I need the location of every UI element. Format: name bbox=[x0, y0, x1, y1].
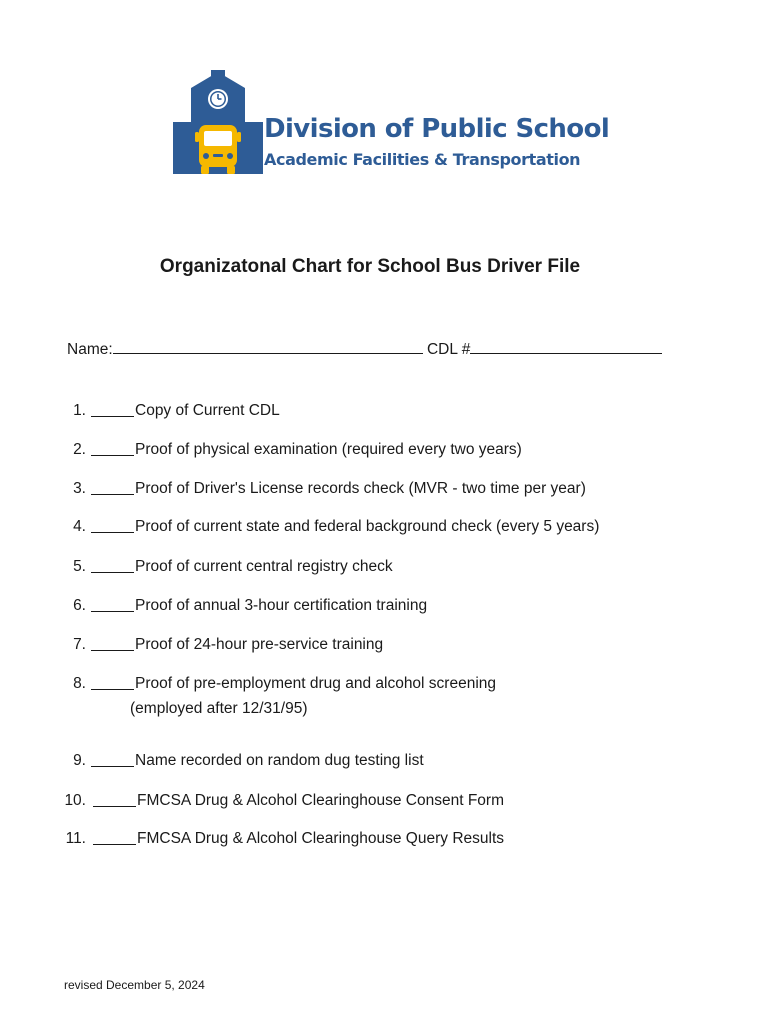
item-label: Proof of annual 3-hour certification training bbox=[135, 597, 428, 614]
item-label: Proof of current central registry check bbox=[135, 558, 393, 575]
checkoff-blank[interactable] bbox=[91, 611, 134, 612]
item-number: 5. bbox=[73, 558, 86, 575]
cdl-field[interactable] bbox=[470, 341, 662, 354]
item-number: 7. bbox=[73, 636, 86, 653]
item-number: 8. bbox=[73, 675, 86, 692]
division-logo bbox=[173, 70, 610, 178]
item-number: 11. bbox=[65, 830, 86, 847]
checkoff-blank[interactable] bbox=[91, 689, 134, 690]
checkoff-blank[interactable] bbox=[91, 766, 134, 767]
item-label: Proof of current state and federal background check (every 5 years) bbox=[135, 518, 600, 535]
item-number: 9. bbox=[73, 752, 86, 769]
item-label: Name recorded on random dug testing list bbox=[135, 752, 424, 769]
item-label: Proof of Driver's License records check (MVR - two time per year) bbox=[135, 480, 586, 497]
checkoff-blank[interactable] bbox=[91, 572, 134, 573]
item-label: Proof of physical examination (required every two years) bbox=[135, 441, 522, 458]
item-label: FMCSA Drug & Alcohol Clearinghouse Query Results bbox=[137, 830, 504, 847]
checkoff-blank[interactable] bbox=[91, 494, 134, 495]
checkoff-blank[interactable] bbox=[91, 416, 134, 417]
checkoff-blank[interactable] bbox=[91, 532, 134, 533]
item-number: 3. bbox=[73, 480, 86, 497]
checkoff-blank[interactable] bbox=[93, 806, 136, 807]
checkoff-blank[interactable] bbox=[93, 844, 136, 845]
schoolhouse-bus-icon bbox=[173, 70, 263, 178]
item-number: 1. bbox=[73, 402, 86, 419]
name-field[interactable] bbox=[113, 341, 423, 354]
item-number: 4. bbox=[73, 518, 86, 535]
item-label: Copy of Current CDL bbox=[135, 402, 280, 419]
page-title: Organizatonal Chart for School Bus Driver File bbox=[159, 256, 581, 277]
cdl-label: CDL # bbox=[426, 341, 471, 358]
name-label: Name: bbox=[67, 341, 113, 358]
item-label: Proof of pre-employment drug and alcohol screening bbox=[135, 675, 497, 692]
item-label: FMCSA Drug & Alcohol Clearinghouse Consent Form bbox=[137, 792, 504, 809]
item-sublabel: (employed after 12/31/95) bbox=[130, 700, 308, 717]
item-number: 10. bbox=[64, 792, 86, 809]
name-cdl-line bbox=[67, 341, 662, 358]
revision-date: revised December 5, 2024 bbox=[64, 978, 205, 992]
logo-subtitle: Academic Facilities & Transportation bbox=[264, 150, 581, 169]
checkoff-blank[interactable] bbox=[91, 650, 134, 651]
item-label: Proof of 24-hour pre-service training bbox=[135, 636, 384, 653]
item-number: 6. bbox=[73, 597, 86, 614]
checkoff-blank[interactable] bbox=[91, 455, 134, 456]
item-number: 2. bbox=[73, 441, 86, 458]
logo-title: Division of Public School bbox=[264, 114, 610, 144]
